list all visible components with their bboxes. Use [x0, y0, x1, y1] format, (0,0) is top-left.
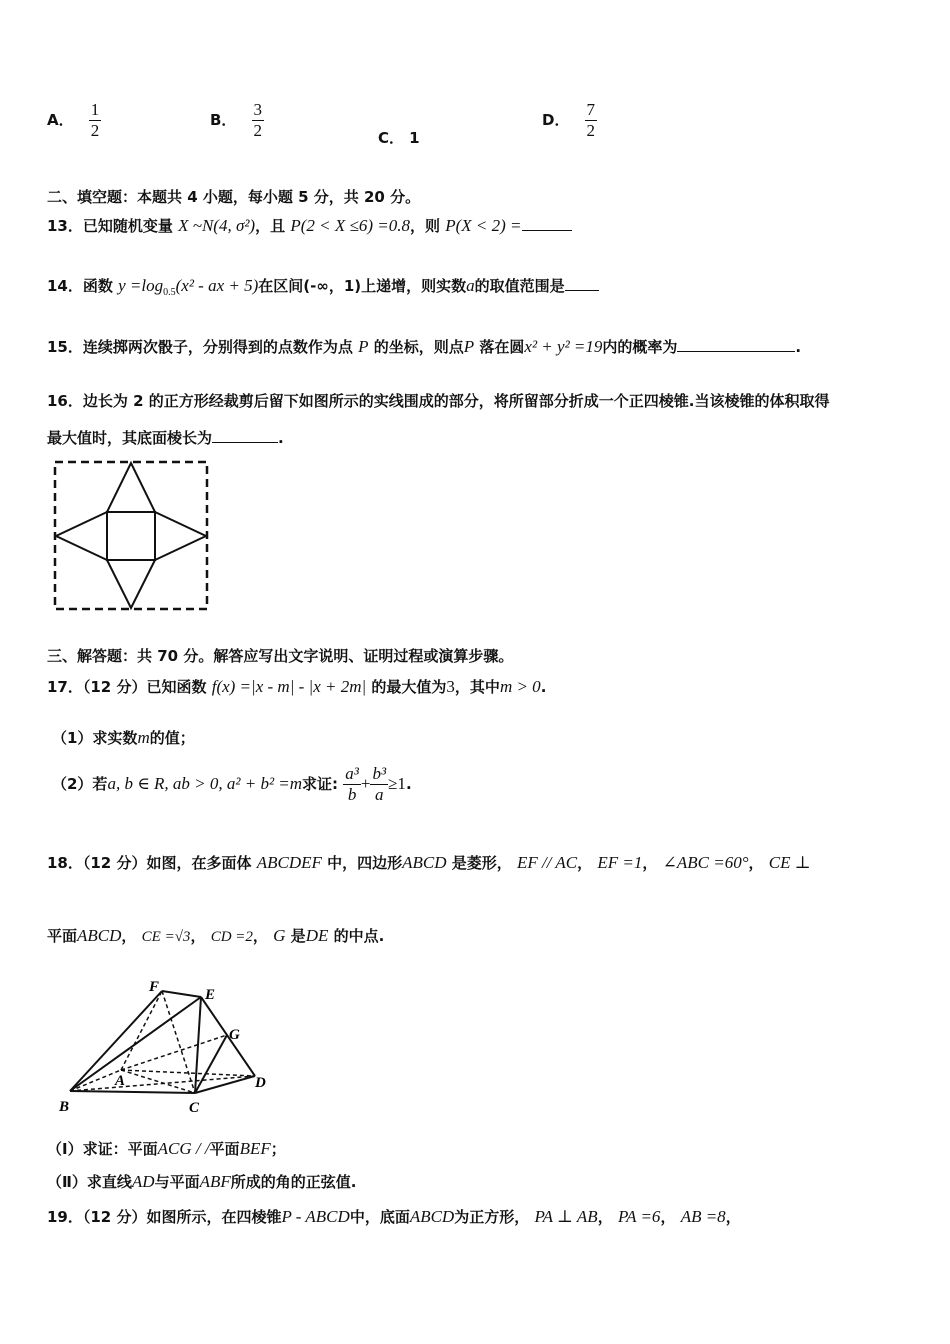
question-16-line-1: 16．边长为 2 的正方形经裁剪后留下如图所示的实线围成的部分，将所留部分折成一个正四棱锥.当该棱锥的体积取得: [47, 392, 830, 410]
answer-blank: [212, 442, 278, 443]
question-16-line-2: 最大值时，其底面棱长为 .: [47, 429, 284, 447]
question-15: 15．连续掷两次骰子，分别得到的点数作为点 P 的坐标，则点P 落在圆x² + y² =19内的概率为 .: [47, 337, 802, 356]
question-18-sub-1: （Ⅰ）求证：平面ACG / /平面BEF；: [47, 1139, 286, 1158]
q16-figure-cut-square: [50, 458, 212, 614]
edge-ED: [201, 997, 255, 1076]
vertex-label-G: G: [229, 1027, 240, 1043]
vertex-label-C: C: [189, 1100, 200, 1116]
q17-condition: a, b ∈ R, ab > 0, a² + b² =m: [107, 774, 303, 793]
fraction-a3-over-b: $\frac{\text{a³}}{b}$: [345, 764, 359, 804]
vertex-label-B: B: [59, 1099, 70, 1115]
option-c-label: C．: [378, 129, 405, 147]
triangle-top: [107, 463, 155, 512]
option-d: [542, 100, 597, 141]
answer-blank: [522, 230, 572, 231]
fraction-b3-over-a: $\frac{\text{b³}}{a}$: [372, 764, 387, 804]
section3-title: 三、解答题：共 70 分。解答应写出文字说明、证明过程或演算步骤。: [47, 647, 514, 665]
answer-blank: [565, 290, 599, 291]
option-b-label: B．: [210, 111, 237, 129]
triangle-right: [155, 512, 206, 560]
edge-BC: [70, 1091, 195, 1093]
option-a-fraction: $\frac{1}{2}$: [90, 100, 100, 140]
q15-circle-equation: x² + y² =19: [524, 337, 603, 356]
q17-function: f(x) =|x - m| - |x + 2m|: [211, 677, 367, 696]
vertex-label-F: F: [149, 979, 160, 995]
triangle-left: [56, 512, 107, 560]
option-b-fraction: $\frac{3}{2}$: [253, 100, 263, 140]
edge-FC: [162, 991, 195, 1093]
q14-math-2: (x² - ax + 5): [175, 276, 259, 295]
option-b: [210, 100, 264, 141]
option-d-label: D．: [542, 111, 570, 129]
question-17: 17．（12 分）已知函数 f(x) =|x - m| - |x + 2m| 的最大值为3，其中m > 0.: [47, 677, 547, 696]
option-c: [378, 127, 420, 148]
q14-math-1: y =log: [118, 276, 164, 295]
q13-math-3: P(X < 2) =: [445, 216, 522, 235]
vertex-label-D: D: [255, 1075, 266, 1091]
question-18-line-1: 18．（12 分）如图，在多面体 ABCDEF 中，四边形ABCD 是菱形， EF // AC， EF =1， ∠ABC =60°， CE ⊥: [47, 853, 811, 872]
option-d-fraction: $\frac{7}{2}$: [586, 100, 596, 140]
base-square: [107, 512, 155, 560]
option-a-label: A．: [47, 111, 74, 129]
question-14: 14．函数 $y =\log_{0.5}(x^2$ - ax + 5)在区间(-∞，1)上递增，则实数a的取值范围是: [47, 275, 599, 298]
vertex-label-E: E: [205, 987, 216, 1003]
question-17-part-1: （1）求实数m的值；: [52, 728, 195, 747]
q13-math-2: P(2 < X ≤6) =0.8: [290, 216, 410, 235]
q13-math-1: X ~N(4, σ²): [178, 216, 256, 235]
question-18-line-2: 平面ABCD， CE =√3， CD =2， G 是DE 的中点.: [47, 926, 385, 945]
option-c-value: 1: [409, 129, 420, 147]
edge-FE: [162, 991, 201, 997]
question-18-sub-2: （Ⅱ）求直线AD与平面ABF所成的角的正弦值.: [47, 1172, 357, 1191]
answer-blank: [677, 351, 795, 352]
question-13: 13．已知随机变量 X ~N(4, σ²)，且 P(2 < X ≤6) =0.8，则 P(X < 2) =: [47, 215, 572, 236]
dashed-square-outline: [55, 462, 207, 609]
edge-BE: [70, 997, 201, 1091]
section2-title: 二、填空题：本题共 4 小题，每小题 5 分，共 20 分。: [47, 188, 421, 206]
question-17-part-2: （2）若a, b ∈ R, ab > 0, a² + b² =m求证: $\frac{\text{a³}}{b}$ + $\frac{\text{b³}}{a}$ ≥1.: [52, 764, 412, 804]
q18-figure-polyhedron: [55, 975, 275, 1120]
triangle-bottom: [107, 560, 155, 608]
question-19: 19．（12 分）如图所示，在四棱锥P - ABCD中，底面ABCD为正方形， PA ⊥ AB， PA =6， AB =8，: [47, 1207, 741, 1226]
option-a: [47, 100, 101, 141]
vertex-label-A: A: [115, 1073, 126, 1089]
